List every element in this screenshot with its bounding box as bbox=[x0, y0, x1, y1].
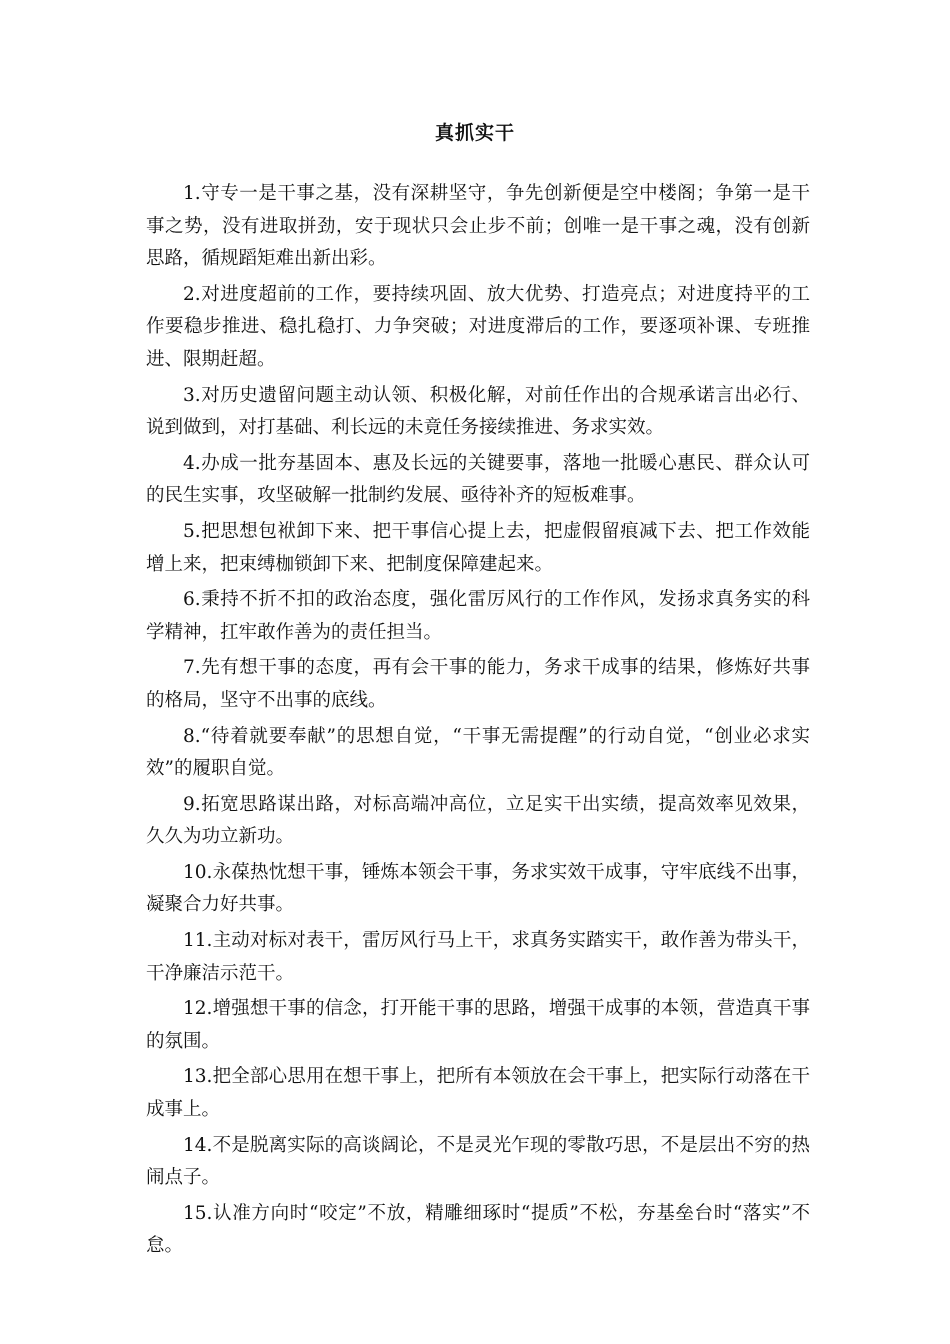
paragraph-2: 2.对进度超前的工作，要持续巩固、放大优势、打造亮点；对进度持平的工作要稳步推进、稳扎稳打、力争突破；对进度滞后的工作，要逐项补课、专班推进、限期赶超。 bbox=[146, 283, 810, 370]
document-title: 真抓实干 bbox=[434, 122, 515, 144]
paragraph-3: 3.对历史遗留问题主动认领、积极化解，对前任作出的合规承诺言出必行、说到做到，对打基础、利长远的未竟任务接续推进、务求实效。 bbox=[146, 384, 810, 439]
paragraph-7: 7.先有想干事的态度，再有会干事的能力，务求干成事的结果，修炼好共事的格局，坚守不出事的底线。 bbox=[146, 657, 810, 711]
paragraph-15: 15.认准方向时“咬定”不放，精雕细琢时“提质”不松，夯基垒台时“落实”不怠。 bbox=[146, 1202, 810, 1257]
paragraph-10: 10.永葆热忱想干事，锤炼本领会干事，务求实效干成事，守牢底线不出事，凝聚合力好共事。 bbox=[146, 861, 810, 916]
document-body bbox=[146, 178, 810, 1266]
paragraph-5: 5.把思想包袱卸下来、把干事信心提上去，把虚假留痕减下去、把工作效能增上来，把束缚枷锁卸下来、把制度保障建起来。 bbox=[146, 520, 810, 575]
paragraph-13: 13.把全部心思用在想干事上，把所有本领放在会干事上，把实际行动落在干成事上。 bbox=[146, 1066, 810, 1121]
paragraph-1: 1.守专一是干事之基，没有深耕坚守，争先创新便是空中楼阁；争第一是干事之势，没有进取拼劲，安于现状只会止步不前；创唯一是干事之魂，没有创新思路，循规蹈矩难出新出彩。 bbox=[146, 183, 810, 270]
paragraph-9: 9.拓宽思路谋出路，对标高端冲高位，立足实干出实绩，提高效率见效果，久久为功立新功。 bbox=[146, 793, 810, 848]
paragraph-8: 8.“待着就要奉献”的思想自觉，“干事无需提醒”的行动自觉，“创业必求实效”的履职自觉。 bbox=[146, 725, 810, 780]
paragraph-11: 11.主动对标对表干，雷厉风行马上干，求真务实踏实干，敢作善为带头干，干净廉洁示范干。 bbox=[146, 930, 810, 984]
paragraph-4: 4.办成一批夯基固本、惠及长远的关键要事，落地一批暖心惠民、群众认可的民生实事，攻坚破解一批制约发展、亟待补齐的短板难事。 bbox=[146, 452, 810, 507]
paragraph-14: 14.不是脱离实际的高谈阔论，不是灵光乍现的零散巧思，不是层出不穷的热闹点子。 bbox=[146, 1134, 810, 1189]
paragraph-6: 6.秉持不折不扣的政治态度，强化雷厉风行的工作作风，发扬求真务实的科学精神，扛牢敢作善为的责任担当。 bbox=[146, 589, 810, 643]
paragraph-12: 12.增强想干事的信念，打开能干事的思路，增强干成事的本领，营造真干事的氛围。 bbox=[146, 998, 810, 1052]
